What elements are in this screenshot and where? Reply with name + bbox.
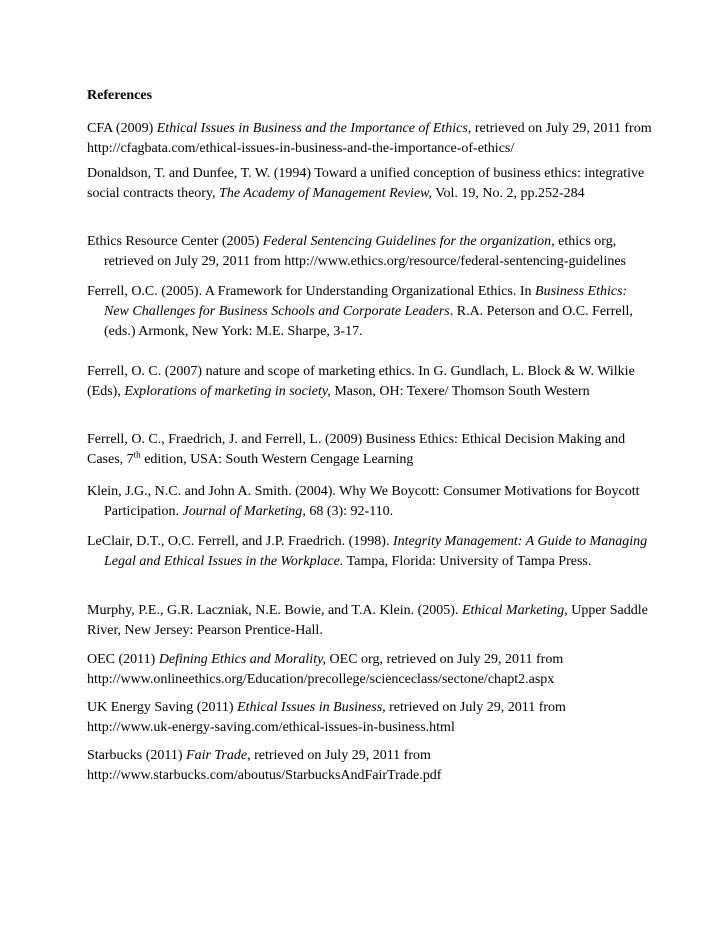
ref-title: Integrity Management: A Guide to Managing Legal and Ethical Issues in the Workplace.	[104, 534, 648, 569]
ref-title: Explorations of marketing in society,	[124, 384, 331, 399]
ref-text: Murphy, P.E., G.R. Laczniak, N.E. Bowie, and T.A. Klein. (2005).	[87, 603, 462, 618]
reference-uk-energy-saving	[87, 698, 653, 738]
ref-text: Ferrell, O.C. (2005). A Framework for Understanding Organizational Ethics. In	[87, 284, 536, 299]
ref-title: Ethical Issues in Business,	[237, 700, 386, 715]
ref-text: Starbucks (2011)	[87, 748, 187, 763]
ref-text: retrieved on July 29, 2011 from http://cfagbata.com/ethical-issues-in-business-and-the-importance-of-ethics/	[87, 121, 652, 156]
ref-text: OEC (2011)	[87, 652, 159, 667]
ref-text: Donaldson, T. and Dunfee, T. W. (1994) Toward a unified conception of business ethics: integrative social contracts theory,	[87, 166, 645, 201]
ref-superscript: th	[133, 449, 141, 460]
ref-text: Klein, J.G., N.C. and John A. Smith. (2004). Why We Boycott: Consumer Motivations for Boycott Participation.	[87, 484, 640, 519]
ref-text: Mason, OH: Texere/ Thomson South Western	[330, 384, 590, 399]
ref-text: CFA (2009)	[87, 121, 157, 136]
reference-ferrell-2007	[87, 362, 653, 402]
ref-text: , 68 (3): 92-110.	[302, 504, 394, 519]
ref-title: Ethical Issues in Business and the Importance of Ethics,	[156, 121, 472, 136]
ref-text: LeClair, D.T., O.C. Ferrell, and J.P. Fraedrich. (1998).	[87, 534, 393, 549]
ref-text: , Upper Saddle River, New Jersey: Pearson Prentice-Hall.	[87, 603, 648, 638]
ref-text: edition, USA: South Western Cengage Learning	[140, 452, 414, 467]
ref-text: Ferrell, O. C., Fraedrich, J. and Ferrell, L. (2009) Business Ethics: Ethical Decision Making and Cases, 7	[87, 432, 626, 467]
ref-title: The Academy of Management Review,	[219, 186, 432, 201]
ref-title: Fair Trade,	[186, 748, 251, 763]
reference-ferrell-2005	[87, 282, 653, 342]
ref-text: retrieved on July 29, 2011 from http://www.uk-energy-saving.com/ethical-issues-in-business.html	[87, 700, 566, 735]
reference-donaldson	[87, 164, 653, 204]
reference-leclair	[87, 532, 653, 572]
reference-starbucks	[87, 746, 653, 786]
ref-text: ethics org, retrieved on July 29, 2011 from http://www.ethics.org/resource/federal-sentencing-guidelines	[104, 234, 626, 269]
reference-murphy	[87, 601, 653, 641]
ref-title: Defining Ethics and Morality,	[158, 652, 327, 667]
reference-ferrell-2009	[87, 430, 653, 470]
ref-title: Journal of Marketing	[182, 504, 303, 519]
ref-title: Ethical Marketing	[461, 603, 565, 618]
ref-title: Federal Sentencing Guidelines for the organization,	[262, 234, 555, 249]
ref-text: UK Energy Saving (2011)	[87, 700, 238, 715]
ref-title: Business Ethics: New Challenges for Business Schools and Corporate Leaders	[104, 284, 628, 319]
ref-text: . R.A. Peterson and O.C. Ferrell, (eds.) Armonk, New York: M.E. Sharpe, 3-17.	[104, 304, 633, 339]
ref-text: OEC org, retrieved on July 29, 2011 from http://www.onlineethics.org/Education/precollege/scienceclass/sectone/chapt2.aspx	[87, 652, 564, 687]
references-heading: References	[87, 88, 153, 103]
reference-oec	[87, 650, 653, 690]
ref-text: retrieved on July 29, 2011 from http://www.starbucks.com/aboutus/StarbucksAndFairTrade.pdf	[87, 748, 442, 783]
ref-text: Ferrell, O. C. (2007) nature and scope of marketing ethics. In G. Gundlach, L. Block & W. Wilkie (Eds),	[87, 364, 635, 399]
reference-cfa	[87, 119, 653, 159]
ref-text: Tampa, Florida: University of Tampa Press.	[343, 554, 592, 569]
ref-text: Vol. 19, No. 2, pp.252-284	[431, 186, 585, 201]
ref-text: Ethics Resource Center (2005)	[87, 234, 263, 249]
reference-klein	[87, 482, 653, 522]
reference-ethics-resource-center	[87, 232, 653, 272]
